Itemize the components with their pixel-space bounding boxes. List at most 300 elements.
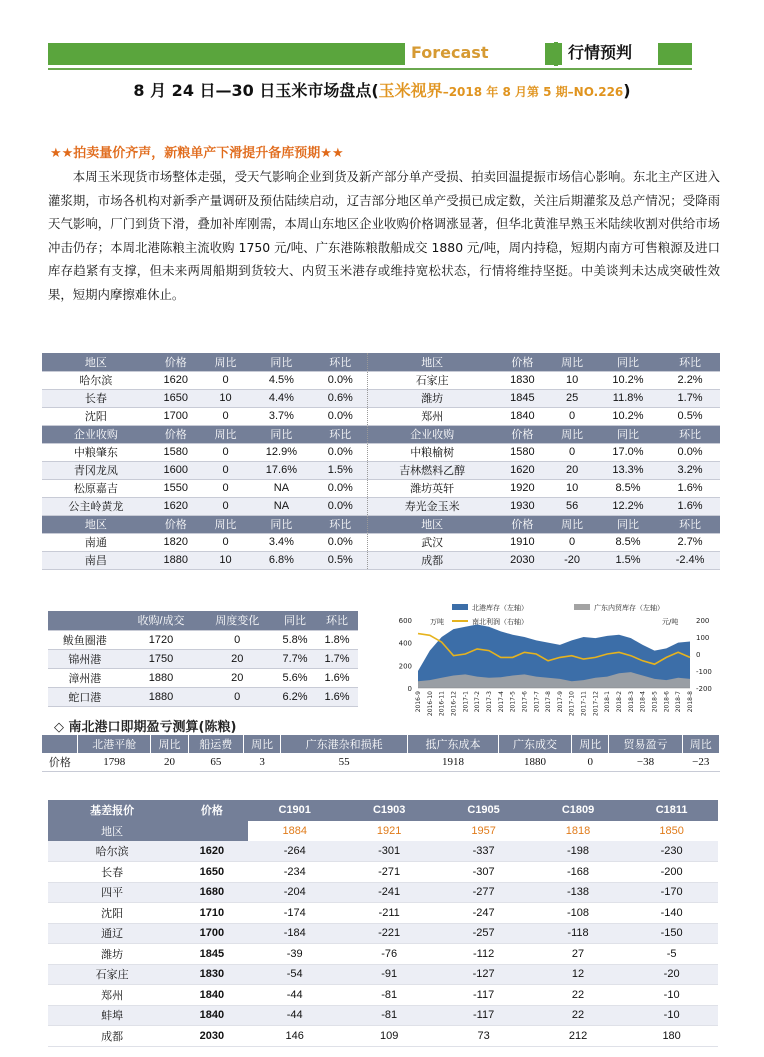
title-main: 8 月 24 日—30 日玉米市场盘点: [133, 81, 372, 100]
port-calc-heading: ◇ 南北港口即期盈亏测算(陈粮): [54, 720, 237, 735]
right-axis-tick: -100: [696, 668, 712, 676]
column-header: 价格: [496, 353, 548, 371]
table-cell: 12: [531, 964, 625, 985]
table-cell: 7.7%: [274, 649, 316, 668]
x-axis-tick: 2017-7: [533, 691, 541, 713]
legend-label: 南北利润（右轴）: [472, 618, 528, 626]
table-row: [48, 944, 718, 965]
column-header: C1811: [625, 800, 718, 821]
left-axis-tick: 0: [407, 685, 412, 693]
column-header: 同比: [596, 353, 660, 371]
x-axis-tick: 2016-10: [426, 691, 434, 717]
table-row: [48, 903, 718, 924]
table-cell: -221: [342, 923, 436, 944]
table-cell: 1880: [122, 668, 201, 687]
column-header: 收购/成交: [122, 611, 201, 630]
x-axis-tick: 2017-1: [462, 691, 470, 713]
x-axis-tick: 2018-7: [675, 691, 683, 713]
right-axis-tick: 100: [696, 634, 710, 642]
table-cell: 1720: [122, 630, 201, 649]
table-cell: 0.0%: [314, 479, 368, 497]
x-axis-tick: 2017-12: [592, 691, 600, 717]
table-cell: 蚌埠: [48, 1005, 176, 1026]
column-header: 广东港杂和损耗: [281, 735, 408, 753]
table-cell: −23: [682, 753, 719, 771]
table-cell: -337: [436, 841, 530, 862]
table-cell: 20: [151, 753, 188, 771]
column-header: 环比: [314, 353, 368, 371]
column-header: 同比: [596, 425, 660, 443]
table-cell: 哈尔滨: [48, 841, 176, 862]
table-cell: 17.6%: [249, 461, 313, 479]
table-cell: -81: [342, 1005, 436, 1026]
table-cell: -118: [531, 923, 625, 944]
table-cell: 青冈龙凤: [42, 461, 150, 479]
x-axis-tick: 2017-9: [556, 691, 564, 713]
x-axis-tick: 2018-1: [604, 691, 612, 713]
table-cell: 6.8%: [249, 551, 313, 569]
table-cell: 1840: [496, 407, 548, 425]
table-cell: NA: [249, 479, 313, 497]
table-cell: 56: [548, 497, 595, 515]
table-cell: 0: [548, 407, 595, 425]
x-axis-tick: 2017-2: [474, 691, 482, 713]
table-cell: 25: [548, 389, 595, 407]
inventory-profit-chart: [390, 600, 720, 718]
column-header: 同比: [596, 515, 660, 533]
table-cell: 2030: [176, 1026, 247, 1047]
table-cell: 南通: [42, 533, 150, 551]
table-cell: NA: [249, 497, 313, 515]
column-header: 周比: [548, 515, 595, 533]
column-header: 环比: [314, 515, 368, 533]
table-cell: -112: [436, 944, 530, 965]
table-cell: 1845: [176, 944, 247, 965]
table-cell: 四平: [48, 882, 176, 903]
futures-price-row: [48, 821, 718, 842]
legend-swatch-north-inventory: [452, 604, 468, 610]
column-header: 北港平舱: [78, 735, 151, 753]
table-cell: 212: [531, 1026, 625, 1047]
table-cell: 1830: [496, 371, 548, 389]
table-cell: -10: [625, 1005, 718, 1026]
column-header: 周比: [202, 515, 249, 533]
table-cell: 0: [548, 443, 595, 461]
table-cell: 价格: [42, 753, 78, 771]
table-cell: 22: [531, 985, 625, 1006]
table-row: [42, 389, 720, 407]
x-axis-tick: 2018-8: [687, 691, 694, 713]
table-cell: 石家庄: [48, 964, 176, 985]
table-cell: 1620: [150, 371, 202, 389]
column-header: 地区: [368, 353, 497, 371]
table-row: [42, 371, 720, 389]
column-header: 价格: [150, 425, 202, 443]
column-header: 周比: [682, 735, 719, 753]
table-cell: 0.0%: [314, 443, 368, 461]
column-header: 周比: [151, 735, 188, 753]
table-cell: 1920: [496, 479, 548, 497]
table-cell: 10: [202, 551, 249, 569]
futures-cell: [176, 821, 247, 842]
table-cell: 20: [548, 461, 595, 479]
legend-label: 北港库存（左轴）: [472, 604, 528, 612]
table-cell: 1620: [150, 497, 202, 515]
table-cell: 吉林燃料乙醇: [368, 461, 497, 479]
table-cell: 3.7%: [249, 407, 313, 425]
table-row: [42, 479, 720, 497]
table-cell: 10: [548, 479, 595, 497]
table-cell: -44: [248, 1005, 342, 1026]
table-cell: 73: [436, 1026, 530, 1047]
table-cell: -76: [342, 944, 436, 965]
x-axis-tick: 2017-4: [497, 691, 505, 713]
table-cell: 1580: [150, 443, 202, 461]
table-cell: 55: [281, 753, 408, 771]
futures-cell: 地区: [48, 821, 176, 842]
column-header: 价格: [150, 515, 202, 533]
table-cell: 12.9%: [249, 443, 313, 461]
table-cell: 1.5%: [314, 461, 368, 479]
table-cell: -127: [436, 964, 530, 985]
table-cell: -20: [548, 551, 595, 569]
table-cell: 4.4%: [249, 389, 313, 407]
table-cell: 2.2%: [660, 371, 720, 389]
table-row: [48, 841, 718, 862]
table-cell: 1.6%: [316, 668, 358, 687]
table-cell: 潍坊: [48, 944, 176, 965]
table-cell: -264: [248, 841, 342, 862]
table-cell: 0: [200, 687, 274, 706]
x-axis-tick: 2017-3: [485, 691, 493, 713]
table-cell: -257: [436, 923, 530, 944]
table-cell: -2.4%: [660, 551, 720, 569]
table-cell: 12.2%: [596, 497, 660, 515]
table-cell: -230: [625, 841, 718, 862]
table-row: [48, 668, 358, 687]
table-cell: 1910: [496, 533, 548, 551]
right-axis-tick: -200: [696, 685, 712, 693]
column-header: 同比: [249, 515, 313, 533]
column-header: C1905: [436, 800, 530, 821]
table-row: [42, 753, 720, 771]
table-cell: -44: [248, 985, 342, 1006]
table-cell: -271: [342, 862, 436, 883]
table-cell: 0: [202, 533, 249, 551]
table-cell: -198: [531, 841, 625, 862]
table-cell: 17.0%: [596, 443, 660, 461]
table-cell: 中粮榆树: [368, 443, 497, 461]
table-cell: 郑州: [48, 985, 176, 1006]
table-row: [48, 687, 358, 706]
column-header: 贸易盈亏: [609, 735, 682, 753]
table-cell: 2030: [496, 551, 548, 569]
x-axis-tick: 2018-6: [663, 691, 671, 713]
column-header: 周比: [202, 425, 249, 443]
title-open: (: [371, 81, 379, 100]
table-cell: 1700: [176, 923, 247, 944]
table-cell: 10.2%: [596, 371, 660, 389]
port-price-table: [48, 611, 358, 707]
table-cell: 1.6%: [660, 497, 720, 515]
table-cell: 0: [572, 753, 609, 771]
table-cell: 沈阳: [48, 903, 176, 924]
column-header: [48, 611, 122, 630]
right-axis-tick: 200: [696, 617, 710, 625]
column-header: 周比: [548, 425, 595, 443]
table-cell: 2.7%: [660, 533, 720, 551]
table-cell: 长春: [42, 389, 150, 407]
table-cell: 0: [202, 371, 249, 389]
x-axis-tick: 2016-9: [415, 691, 422, 713]
table-cell: 1840: [176, 1005, 247, 1026]
table-cell: 中粮肇东: [42, 443, 150, 461]
title-magazine: 玉米视界: [378, 81, 443, 100]
column-header: 价格: [496, 425, 548, 443]
table-cell: -91: [342, 964, 436, 985]
table-cell: 1580: [496, 443, 548, 461]
table-cell: 13.3%: [596, 461, 660, 479]
title-issue: –2018 年 8 月第 5 期–NO.226: [442, 85, 624, 99]
left-axis-tick: 200: [398, 662, 412, 671]
table-cell: 1840: [176, 985, 247, 1006]
x-axis-tick: 2017-8: [545, 691, 553, 713]
table-cell: -54: [248, 964, 342, 985]
column-header: 价格: [176, 800, 247, 821]
column-header: 企业收购: [42, 425, 150, 443]
futures-cell: 1850: [659, 824, 684, 837]
column-header: 周比: [572, 735, 609, 753]
column-header: 企业收购: [368, 425, 497, 443]
table-cell: 0.5%: [314, 551, 368, 569]
table-cell: 郑州: [368, 407, 497, 425]
page-title: [0, 78, 764, 101]
port-table-header: [48, 611, 358, 630]
table-row: [48, 649, 358, 668]
table-cell: 1650: [150, 389, 202, 407]
table-cell: -168: [531, 862, 625, 883]
table-cell: 4.5%: [249, 371, 313, 389]
table-cell: -117: [436, 985, 530, 1006]
table-cell: 1.7%: [660, 389, 720, 407]
left-axis-tick: 400: [398, 639, 412, 648]
header-divider: [554, 42, 558, 66]
table-cell: 1880: [498, 753, 571, 771]
table-cell: -5: [625, 944, 718, 965]
column-header: 船运费: [188, 735, 243, 753]
table-cell: 3.2%: [660, 461, 720, 479]
table-cell: -140: [625, 903, 718, 924]
table-cell: 石家庄: [368, 371, 497, 389]
table-cell: 10: [202, 389, 249, 407]
table-cell: 寿光金玉米: [368, 497, 497, 515]
table-cell: 65: [188, 753, 243, 771]
table-cell: 1550: [150, 479, 202, 497]
x-axis-tick: 2017-6: [521, 691, 529, 713]
table-cell: -277: [436, 882, 530, 903]
table-cell: 长春: [48, 862, 176, 883]
table-cell: 8.5%: [596, 479, 660, 497]
table-row: [48, 964, 718, 985]
table-cell: 1700: [150, 407, 202, 425]
table-cell: 0.0%: [314, 533, 368, 551]
header-forecast: Forecast: [405, 42, 545, 66]
table-row: [48, 985, 718, 1006]
table-cell: 1650: [176, 862, 247, 883]
table-cell: -307: [436, 862, 530, 883]
x-axis-tick: 2016-11: [438, 691, 446, 717]
table-cell: 成都: [48, 1026, 176, 1047]
table-cell: 哈尔滨: [42, 371, 150, 389]
table-cell: -117: [436, 1005, 530, 1026]
column-header: 同比: [249, 425, 313, 443]
table-cell: -10: [625, 985, 718, 1006]
table-cell: 0: [202, 497, 249, 515]
table-cell: 22: [531, 1005, 625, 1026]
table-cell: 1918: [408, 753, 499, 771]
table-cell: 1750: [122, 649, 201, 668]
table-cell: -81: [342, 985, 436, 1006]
column-header: 环比: [660, 515, 720, 533]
column-header: C1901: [248, 800, 342, 821]
column-header: 周比: [202, 353, 249, 371]
futures-cell: 1921: [376, 824, 402, 837]
legend-swatch-guangdong-inventory: [574, 604, 590, 610]
table-cell: 潍坊英轩: [368, 479, 497, 497]
x-axis-tick: 2016-12: [450, 691, 458, 717]
basis-table-header: [48, 800, 718, 821]
column-header: 地区: [42, 353, 150, 371]
article-headline: ★★拍卖量价齐声，新粮单产下滑提升备库预期★★: [50, 146, 344, 161]
table-cell: -174: [248, 903, 342, 924]
table-cell: 1880: [122, 687, 201, 706]
x-axis-tick: 2018-2: [616, 691, 624, 713]
table-row: [42, 551, 720, 569]
table-cell: 1830: [176, 964, 247, 985]
table-row: [48, 1005, 718, 1026]
column-header: 同比: [274, 611, 316, 630]
table-row: [42, 461, 720, 479]
table-row: [48, 862, 718, 883]
column-header: 价格: [150, 353, 202, 371]
table-cell: 成都: [368, 551, 497, 569]
column-header: 环比: [314, 425, 368, 443]
table-row: [42, 533, 720, 551]
table-row: [42, 443, 720, 461]
table-cell: 3: [243, 753, 280, 771]
right-axis-unit: 元/吨: [662, 618, 679, 626]
table-cell: -247: [436, 903, 530, 924]
column-header: 环比: [316, 611, 358, 630]
port-calc-header: [42, 735, 720, 753]
table-cell: 180: [625, 1026, 718, 1047]
table-cell: 0: [202, 479, 249, 497]
x-axis-tick: 2018-5: [651, 691, 659, 713]
table-cell: -241: [342, 882, 436, 903]
header-section: 行情预判: [562, 42, 658, 66]
table-cell: 1.7%: [316, 649, 358, 668]
table-cell: 109: [342, 1026, 436, 1047]
table-cell: 20: [200, 649, 274, 668]
price-table-header: [42, 353, 720, 371]
header-underline: [48, 68, 692, 70]
table-cell: -211: [342, 903, 436, 924]
column-header: 周比: [548, 353, 595, 371]
table-cell: 10: [548, 371, 595, 389]
price-table-header: [42, 515, 720, 533]
table-cell: -301: [342, 841, 436, 862]
table-cell: 1820: [150, 533, 202, 551]
table-cell: 1680: [176, 882, 247, 903]
table-row: [42, 407, 720, 425]
table-cell: 0: [200, 630, 274, 649]
x-axis-tick: 2018-3: [627, 691, 635, 713]
column-header: 环比: [660, 353, 720, 371]
column-header: 价格: [496, 515, 548, 533]
table-cell: -108: [531, 903, 625, 924]
table-cell: 1710: [176, 903, 247, 924]
table-cell: -200: [625, 862, 718, 883]
article-paragraph: 本周玉米现货市场整体走强，受天气影响企业到货及新产部分单产受损、拍卖回温提振市场信心影响。东北主产区进入灌浆期，市场各机构对新季产量调研及预估陆续启动，辽吉部分地区单产受损已成定数，关注后期灌浆及总产情况；受降雨天气影响，厂门到货下滑，叠加补库刚需，本周山东地区企业收购价格调涨显著，但华北黄淮早熟玉米陆续收割对供给市场冲击仍存；本周北港陈粮主流收购 1750 元/吨、广东港陈粮散船成交 1880 元/吨，周内持稳，短期内南方可售粮源及进口库存趋紧有支撑，但未来两周船期到货较大、内贸玉米港存或维持宽松状态，行情将维持坚挺。中美谈判未达成突破性效果，短期内摩擦难休止。: [48, 169, 720, 302]
table-cell: 1600: [150, 461, 202, 479]
table-cell: 0.5%: [660, 407, 720, 425]
table-cell: 1620: [176, 841, 247, 862]
table-cell: 0: [202, 461, 249, 479]
table-cell: 0.6%: [314, 389, 368, 407]
table-cell: 11.8%: [596, 389, 660, 407]
column-header: 地区: [42, 515, 150, 533]
table-row: [48, 630, 358, 649]
table-cell: 10.2%: [596, 407, 660, 425]
table-cell: 5.6%: [274, 668, 316, 687]
table-cell: 1.8%: [316, 630, 358, 649]
table-cell: 6.2%: [274, 687, 316, 706]
table-cell: 锦州港: [48, 649, 122, 668]
price-table-header: [42, 425, 720, 443]
table-cell: 0: [202, 407, 249, 425]
column-header: C1809: [531, 800, 625, 821]
table-cell: -20: [625, 964, 718, 985]
column-header: 地区: [368, 515, 497, 533]
futures-cell: 1957: [471, 824, 496, 837]
table-cell: −38: [609, 753, 682, 771]
table-row: [48, 923, 718, 944]
title-close: ): [623, 81, 631, 100]
table-cell: 0.0%: [314, 407, 368, 425]
table-cell: 沈阳: [42, 407, 150, 425]
table-cell: 0.0%: [660, 443, 720, 461]
table-cell: 1620: [496, 461, 548, 479]
table-cell: 20: [200, 668, 274, 687]
table-cell: -39: [248, 944, 342, 965]
table-cell: 1.6%: [660, 479, 720, 497]
table-cell: 0: [202, 443, 249, 461]
table-cell: 0: [548, 533, 595, 551]
table-cell: -204: [248, 882, 342, 903]
column-header: C1903: [342, 800, 436, 821]
table-cell: 0.0%: [314, 371, 368, 389]
port-calc-table: [42, 735, 720, 772]
table-cell: 南昌: [42, 551, 150, 569]
table-cell: 1.6%: [316, 687, 358, 706]
futures-cell: 1884: [282, 824, 307, 837]
x-axis-tick: 2017-5: [509, 691, 517, 713]
table-cell: 1798: [78, 753, 151, 771]
table-cell: -150: [625, 923, 718, 944]
column-header: 环比: [660, 425, 720, 443]
table-cell: -170: [625, 882, 718, 903]
table-cell: 27: [531, 944, 625, 965]
